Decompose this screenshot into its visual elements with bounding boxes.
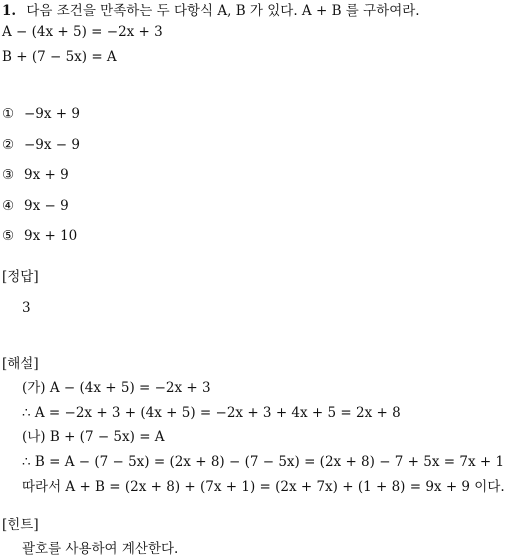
option-5-mark: ⑤ [2,228,15,244]
option-4 [2,198,69,214]
answer-label: [정답] [2,269,39,285]
explanation-label: [해설] [2,356,39,372]
option-4-mark: ④ [2,198,15,214]
explanation-line-4: ∴ B = A − (7 − 5x) = (2x + 8) − (7 − 5x) = (2x + 8) − 7 + 5x = 7x + 1 [22,454,505,470]
explanation-line-3: (나) B + (7 − 5x) = A [22,429,165,445]
option-3-text: 9x + 9 [24,167,69,183]
question-prompt: 다음 조건을 만족하는 두 다항식 A, B 가 있다. A + B 를 구하여라. [26,3,420,19]
option-3-mark: ③ [2,167,15,183]
option-2 [2,137,80,153]
answer-value: 3 [22,300,31,316]
hint-label: [힌트] [2,517,39,533]
option-1-text: −9x + 9 [24,106,80,122]
condition-1: A − (4x + 5) = −2x + 3 [2,24,163,40]
option-2-text: −9x − 9 [24,137,80,153]
option-1-mark: ① [2,106,15,122]
option-3 [2,167,69,183]
hint-text: 괄호를 사용하여 계산한다. [22,541,179,557]
question-number: 1. [2,3,17,19]
option-2-mark: ② [2,137,15,153]
question-header [2,3,420,19]
explanation-line-1: (가) A − (4x + 5) = −2x + 3 [22,380,211,396]
condition-2: B + (7 − 5x) = A [2,49,117,65]
option-4-text: 9x − 9 [24,198,69,214]
explanation-line-5: 따라서 A + B = (2x + 8) + (7x + 1) = (2x + 7x) + (1 + 8) = 9x + 9 이다. [22,479,505,495]
option-1 [2,106,80,122]
option-5-text: 9x + 10 [24,228,78,244]
option-5 [2,228,77,244]
explanation-line-2: ∴ A = −2x + 3 + (4x + 5) = −2x + 3 + 4x + 5 = 2x + 8 [22,405,401,421]
